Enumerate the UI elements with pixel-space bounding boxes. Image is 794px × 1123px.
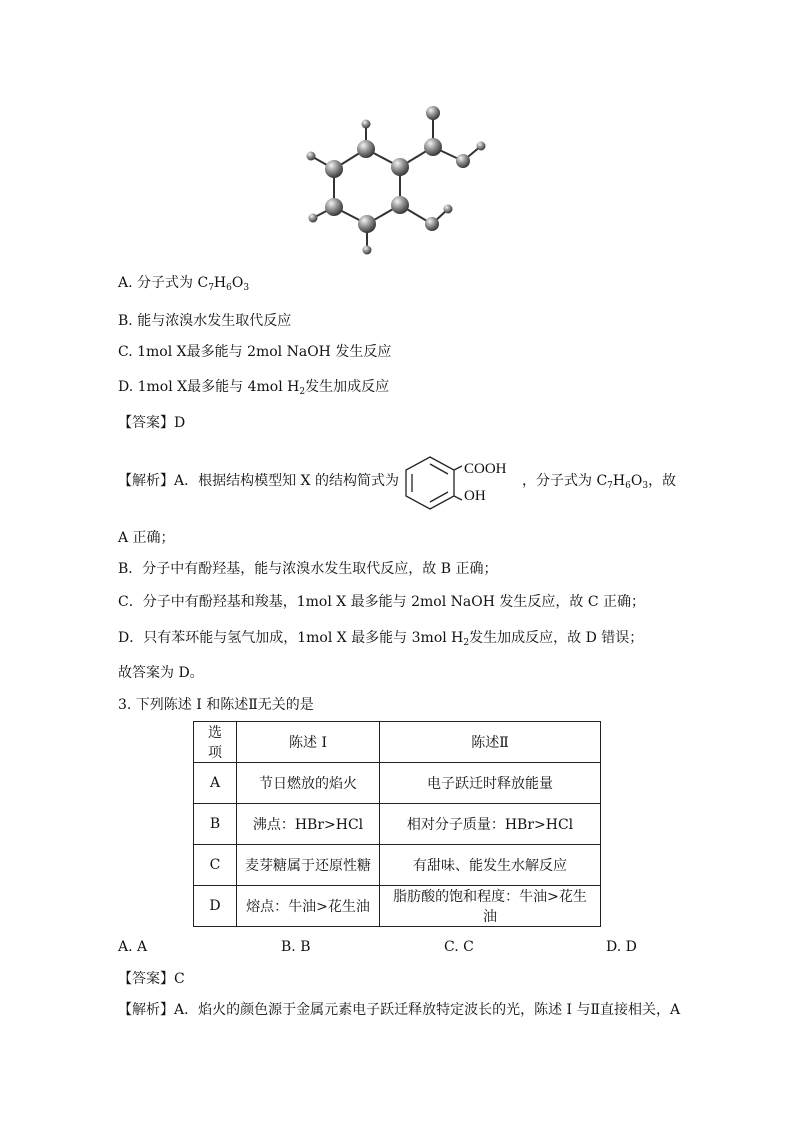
structural-formula [402,455,522,515]
subscript: 2 [463,638,470,648]
table-cell: 脂肪酸的饱和程度：牛油>花生油 [380,886,601,927]
answer-q3: 【答案】C [118,971,185,987]
table-header-row [194,722,601,763]
table-cell: D [194,886,237,927]
analysis-line-2: A 正确； [118,530,175,546]
analysis-line-5 [118,628,643,653]
table-cell: A [194,763,237,804]
table-cell: 相对分子质量：HBr>HCl [380,804,601,845]
analysis-line-3: B．分子中有酚羟基，能与浓溴水发生取代反应，故 B 正确； [118,561,498,577]
table-cell: C [194,845,237,886]
subscript: 2 [299,387,306,397]
analysis-text: D．只有苯环能与氢气加成，1mol X 最多能与 3mol H [118,630,464,646]
option-a-text: A. 分子式为 C [118,275,209,291]
subscript: 3 [243,283,250,293]
table-cell: 节日燃放的焰火 [237,763,380,804]
analysis-line-6: 故答案为 D。 [118,665,204,681]
subscript: 6 [625,481,631,491]
q3-option-c: C. C [444,939,474,955]
oh-label: OH [464,488,486,504]
table-header: 陈述Ⅱ [380,722,601,763]
table-header: 陈述 I [237,722,380,763]
analysis-formula [522,471,676,496]
option-c: C. 1mol X最多能与 2mol NaOH 发生反应 [118,344,392,360]
question-3-table [193,721,601,927]
analysis-text: 发生加成反应，故 D 错误； [469,630,644,646]
formula-part: H [612,473,626,489]
option-d [118,377,389,402]
analysis-text: ，故 [648,473,677,489]
q3-option-d: D. D [606,939,637,955]
table-cell: 沸点：HBr>HCl [237,804,380,845]
table-cell: 电子跃迁时释放能量 [380,763,601,804]
formula-part: O [231,275,244,291]
analysis-q3: 【解析】A．焰火的颜色源于金属元素电子跃迁释放特定波长的光，陈述 I 与Ⅱ直接相关，A [118,1002,681,1018]
analysis-text: ，分子式为 C [522,473,608,489]
table-row [194,845,601,886]
cooh-label: COOH [464,461,507,477]
analysis-lead: 【解析】A．根据结构模型知 X 的结构简式为 [118,473,399,489]
option-b: B. 能与浓溴水发生取代反应 [118,313,292,329]
table-row [194,804,601,845]
option-d-suffix: 发生加成反应 [305,379,390,395]
table-header: 选项 [194,722,237,763]
table-cell: 有甜味、能发生水解反应 [380,845,601,886]
analysis-line-4: C．分子中有酚羟基和羧基，1mol X 最多能与 2mol NaOH 发生反应，故 C 正确； [118,594,646,610]
option-d-text: D. 1mol X最多能与 4mol H [118,379,300,395]
question-3-stem: 3. 下列陈述 I 和陈述Ⅱ无关的是 [118,697,314,713]
option-a [118,273,249,298]
subscript: 7 [607,481,613,491]
formula-part: H [213,275,227,291]
table-cell: 麦芽糖属于还原性糖 [237,845,380,886]
ball-and-stick-model [300,100,500,260]
q3-option-a: A. A [118,939,148,955]
table-cell: 熔点：牛油>花生油 [237,886,380,927]
answer-q2: 【答案】D [118,415,186,431]
table-row [194,886,601,927]
table-row [194,763,601,804]
subscript: 3 [642,481,649,491]
subscript: 7 [208,283,214,293]
q3-option-b: B. B [281,939,311,955]
subscript: 6 [226,283,232,293]
formula-part: O [630,473,643,489]
table-cell: B [194,804,237,845]
